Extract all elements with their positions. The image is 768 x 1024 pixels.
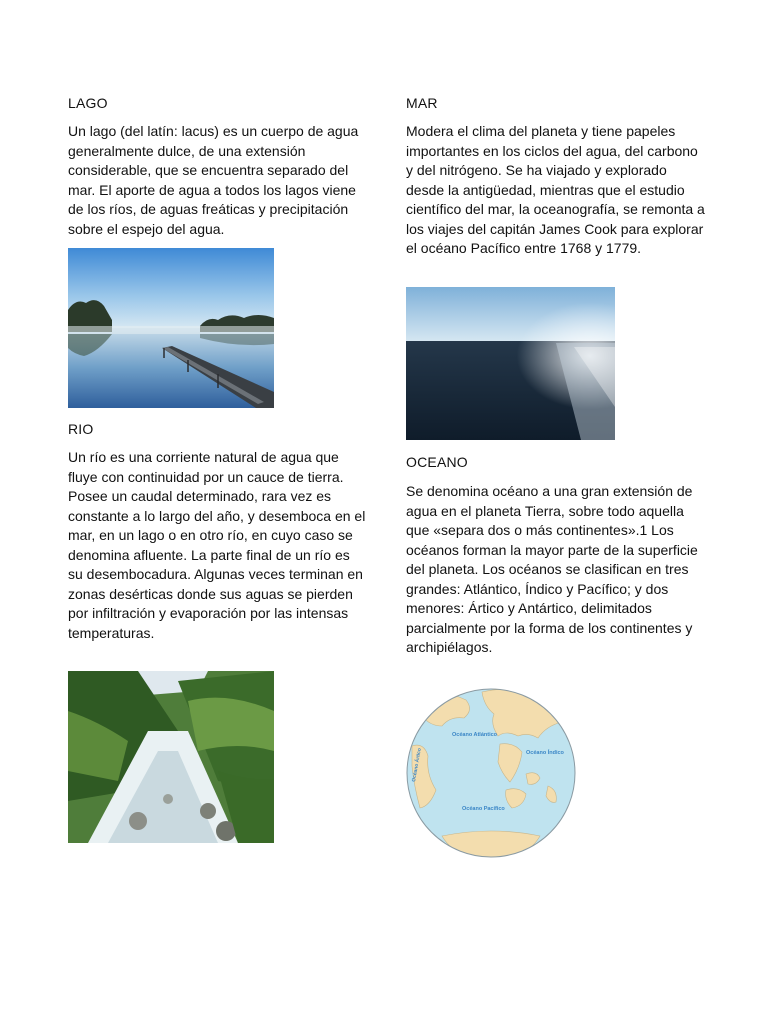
sea-image [406, 287, 615, 440]
mar-heading: MAR [406, 95, 438, 111]
lago-paragraph: Un lago (del latín: lacus) es un cuerpo de agua generalmente dulce, de una extensión considerable, que se encuentra separado del mar. El aporte de agua a todos los lagos viene de los ríos, de aguas freáticas y precipitación sobre el espejo del agua. [68, 123, 359, 237]
ocean-globe-map [406, 686, 576, 860]
oceano-paragraph: Se denomina océano a una gran extensión de agua en el planeta Tierra, sobre todo aquella que «separa dos o más continentes».1 Los océanos forman la mayor parte de la superficie del planeta. Los océanos se clasifican en tres grandes: Atlántico, Índico y Pacífico; y dos menores: Ártico y Antártico, delimitados parcialmente por la forma de los continentes y archipiélagos. [406, 483, 698, 655]
map-label-indico: Océano Índico [526, 750, 564, 756]
river-forest-image [68, 671, 274, 843]
oceano-heading: OCEANO [406, 454, 468, 470]
lago-heading: LAGO [68, 95, 108, 111]
rio-heading: RIO [68, 421, 94, 437]
mar-paragraph: Modera el clima del planeta y tiene papeles importantes en los ciclos del agua, del carbono y del nitrógeno. Se ha viajado y explorado desde la antigüedad, mientras que el estudio científico del mar, la oceanografía, se remonta a los viajes del capitán James Cook para explorar el océano Pacífico entre 1768 y 1779. [406, 123, 705, 256]
map-label-pacifico: Océano Pacífico [462, 806, 505, 812]
map-label-atlantico: Océano Atlántico [452, 732, 498, 738]
map-label-artico: Océano Ártico [411, 747, 423, 783]
rio-paragraph: Un río es una corriente natural de agua que fluye con continuidad por un cauce de tierra. Posee un caudal determinado, rara vez es constante a lo largo del año, y desemboca en el mar, en un lago o en otro río, en cuyo caso se denomina afluente. La parte final de un río es su desembocadura. Algunas veces terminan en zonas desérticas donde sus aguas se pierden por infiltración y evaporación por las intensas temperaturas. [68, 449, 366, 641]
lake-pier-image [68, 248, 274, 408]
